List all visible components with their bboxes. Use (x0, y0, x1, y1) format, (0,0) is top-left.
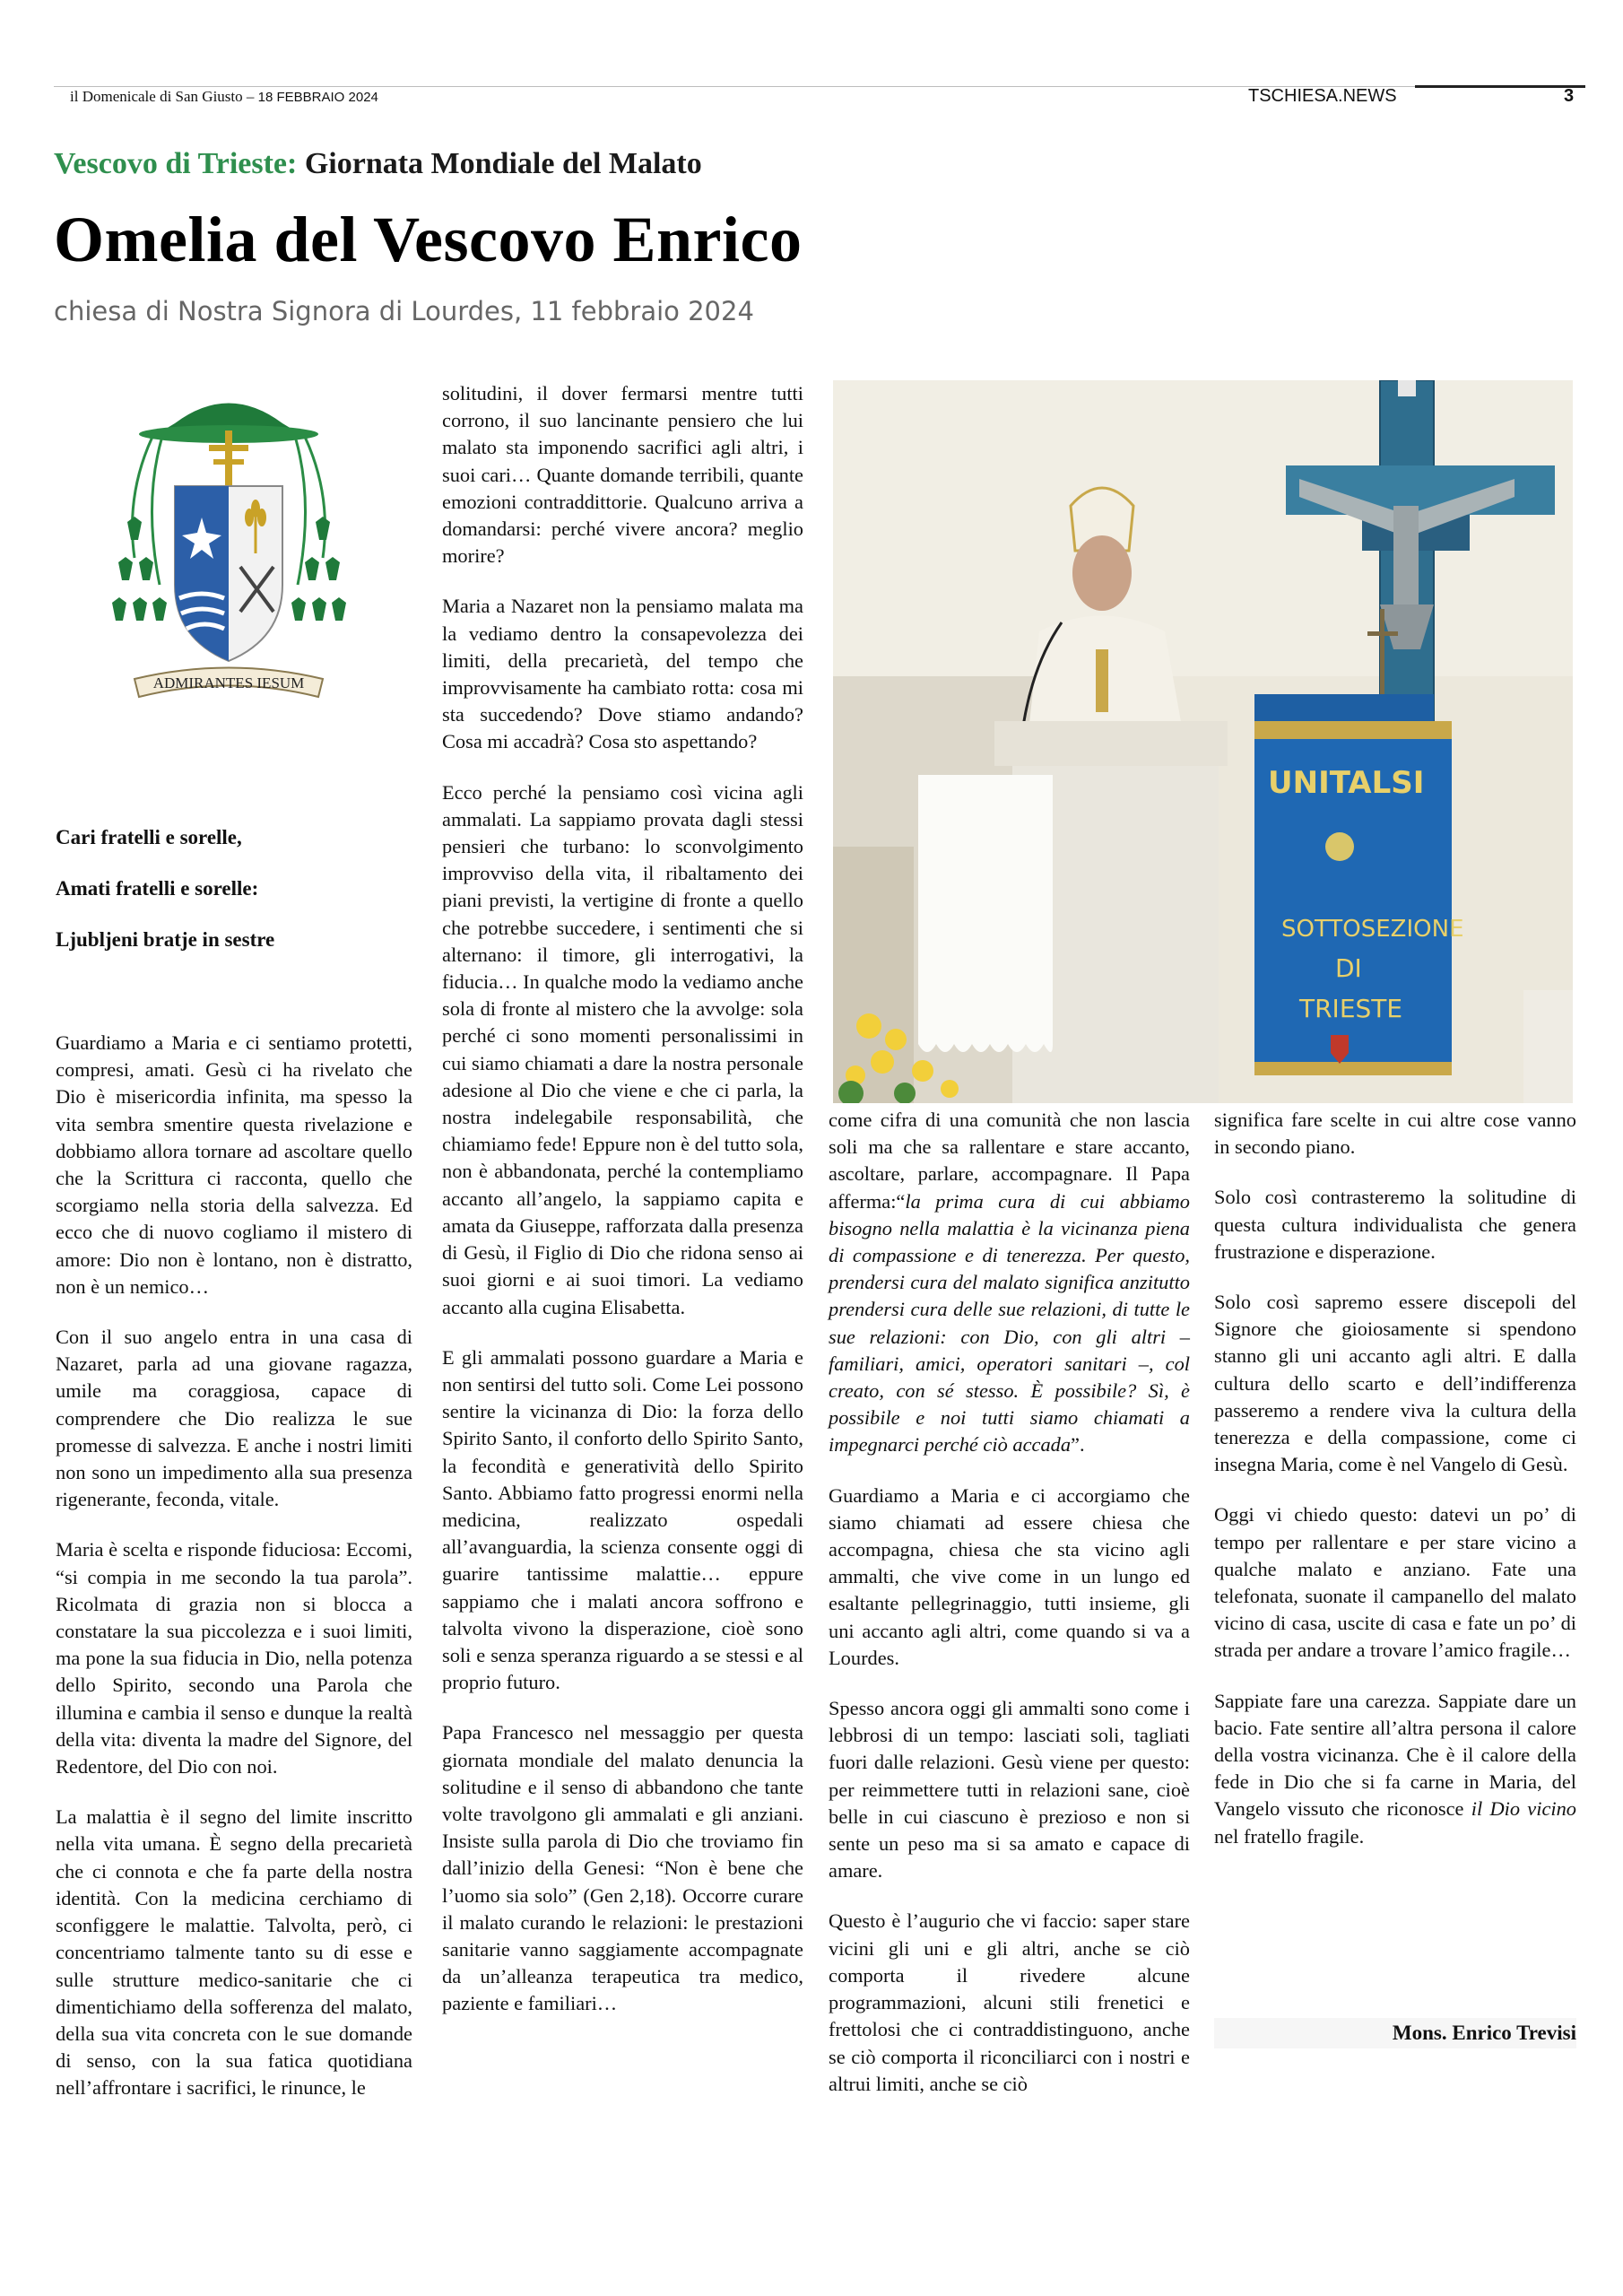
banner-line-1: UNITALSI (1268, 765, 1425, 801)
kicker-topic: Giornata Mondiale del Malato (304, 147, 702, 180)
header-rule-accent (1415, 85, 1585, 88)
paragraph: significa fare scelte in cui altre cose vanno in secondo piano. (1214, 1109, 1576, 1159)
article-column-3 (829, 1107, 1190, 2121)
paragraph: solitudini, il dover fermarsi mentre tutti corrono, il suo lancinante pensiero che lui malato sta imponendo sacrifici agli altri, i suoi cari… Quante domande terribili, quante emozioni contraddittorie. Qualcuno arriva a domandarsi: perché vivere ancora? meglio morire? (442, 382, 803, 568)
motto-text: ADMIRANTES IESUM (152, 674, 305, 691)
page-number: 3 (1564, 86, 1575, 106)
paragraph: Solo così contrasteremo la solitudine di questa cultura individualista che genera frustrazione e disperazione. (1214, 1186, 1576, 1263)
paragraph: Questo è l’augurio che vi faccio: saper stare vicini gli uni e gli altri, anche se ciò comporta il rivedere alcune programmazioni, alcuni stili frenetici e frettolosi che ci contraddistinguono, anche se ciò comporta il riconciliarci con i nostri e altrui limiti, anche se ciò (829, 1909, 1190, 2095)
article-subtitle: chiesa di Nostra Signora di Lourdes, 11 febbraio 2024 (54, 296, 754, 326)
paragraph: Guardiamo a Maria e ci accorgiamo che siamo chiamati ad essere chiesa che accompagna, chiesa che sta vicino agli ammalti, che vive come in un lungo ed esaltante pellegrinaggio, tutti insieme, gli uni accanto agli altri, come quando si va a Lourdes. (829, 1483, 1190, 1669)
publication-name: il Domenicale di San Giusto – 18 FEBBRAIO 2024 (70, 88, 378, 105)
bishop-coat-of-arms-icon (90, 387, 368, 719)
paragraph: come cifra di una comunità che non lascia soli ma che sa rallentare e stare accanto, ascoltare, parlare, accompagnare. Il Papa afferma:“la prima cura di cui abbiamo bisogno nella malattia è la vicinanza piena di compassione e di tenerezza. Per questo, prendersi cura del malato significa anzitutto prendersi cura delle sue relazioni, di tutte le sue relazioni: con Dio, con gli altri – familiari, amici, operatori sanitari –, col creato, con sé stesso. È possibile? Sì, è possibile e noi tutti siamo chiamati a impegnarci perché ciò accada”. (829, 1109, 1190, 1457)
banner-line-2: SOTTOSEZIONE (1281, 916, 1464, 943)
paragraph: Maria è scelta e risponde fiduciosa: Eccomi, “si compia in me secondo la tua parola”. Ricolmata di grazia non si blocca a constatare la sua piccolezza e i suoi limiti, ma pone la sua fiducia in Dio, nella potenza dello Spirito, secondo una Parola che illumina e cambia il senso e dunque la realtà della vita: diventa la madre del Signore, del Redentore, del Dio con noi. (56, 1538, 412, 1779)
paragraph: Con il suo angelo entra in una casa di Nazaret, parla ad una giovane ragazza, umile ma coraggiosa, capace di comprendere che Dio realizza le sue promesse di salvezza. E anche i nostri limiti non sono un impedimento alla sua presenza rigenerante, feconda, vitale. (56, 1326, 412, 1511)
paragraph: E gli ammalati possono guardare a Maria e non sentirsi del tutto soli. Come Lei possono sentire la vicinanza di Dio: la forza dello Spirito Santo, il conforto dello Spirito Santo, la fecondità e generatività dello Spirito Santo. Abbiamo fatto progressi enormi nella medicina, realizzato ospedali all’avanguardia, la scienza consente oggi di guarire tantissime malattie… eppure sappiamo che i malati ancora soffrono e talvolta vivono la disperazione, cioè sono soli e senza speranza riguardo a se stessi e al proprio futuro. (442, 1345, 803, 1694)
article-column-1 (56, 1030, 412, 2126)
papal-quote: la prima cura di cui abbiamo bisogno nella malattia è la vicinanza piena di compassione e di tenerezza. Per questo, prendersi cura del malato significa anzitutto prendersi cura delle sue relazioni, di tutte le sue relazioni: con Dio, con gli altri – familiari, amici, operatori sanitari –, col creato, con sé stesso. È possibile? Sì, è possibile e noi tutti siamo chiamati a impegnarci perché ciò accada (829, 1189, 1190, 1457)
site-name[interactable]: TSCHIESA.NEWS (1248, 86, 1397, 106)
paragraph: Sappiate fare una carezza. Sappiate dare un bacio. Fate sentire all’altra persona il calore della vostra vicinanza. Che è il calore della fede in Dio che si fa carne in Maria, del Vangelo vissuto che riconosce il Dio vicino nel fratello fragile. (1214, 1689, 1576, 1848)
article-kicker (54, 147, 702, 181)
banner-line-4: TRIESTE (1299, 994, 1403, 1023)
salutation-3: Ljubljeni bratje in sestre (56, 928, 275, 951)
paragraph: Spesso ancora oggi gli ammalti sono come i lebbrosi di un tempo: lasciati soli, tagliati fuori dalle relazioni. Gesù viene per questo: per reimmettere tutti in relazioni sane, cioè belle in cui ciascuno è prezioso e non si sente un peso ma si sa amato e capace di amare. (829, 1697, 1190, 1883)
paragraph: Guardiamo a Maria e ci sentiamo protetti, compresi, amati. Gesù ci ha rivelato che Dio è misericordia infinita, ma spesso la vita sembra smentire questa rivelazione e dobbiamo allora tornare ad ascoltare quello che la Scrittura ci racconta, quello che scorgiamo nella storia della salvezza. Ed ecco che di nuovo cogliamo il mistero di amore: Dio non è lontano, non è distratto, non è un nemico… (56, 1031, 412, 1298)
paragraph: Ecco perché la pensiamo così vicina agli ammalati. La sappiamo provata dagli stessi pensieri che turbano: lo sconvolgimento improvviso della vita, il ribaltamento dei piani previsti, la vertigine di fronte a quello che potrebbe succedere, i sentimenti che si alternano: il timore, gli interrogativi, la fiducia… In qualche modo la vediamo anche sola di fronte al mistero che la avvolge: sola perché ci sono momenti personalissimi in cui siamo chiamati a dare la nostra personale adesione al Dio che viene e che ci parla, la nostra indelegabile responsabilità, che chiamiamo fede! Eppure non è del tutto sola, non è abbandonata, perché la contempliamo accanto all’angelo, la sappiamo capita e amata da Giuseppe, rafforzata dalla presenza di Gesù, il Figlio di Dio che ridona senso ai suoi giorni e ai suoi timori. La vediamo accanto alla cugina Elisabetta. (442, 780, 803, 1318)
banner-line-3: DI (1335, 953, 1362, 983)
paragraph: Solo così sapremo essere discepoli del Signore che gioiosamente si spendono stanno gli uni accanto agli altri. E dalla cultura dello scarto e dell’indifferenza passeremo a rendere viva la cultura della tenerezza e della compassione, come ci insegna Maria, come è nel Vangelo di Gesù. (1214, 1291, 1576, 1476)
article-title: Omelia del Vescovo Enrico (54, 204, 803, 275)
kicker-section: Vescovo di Trieste: (54, 147, 298, 180)
article-column-4 (1214, 1107, 1576, 1874)
paragraph: Oggi vi chiedo questo: datevi un po’ di tempo per rallentare e per stare vicino a qualche malato e anziano. Fate una telefonata, suonate il campanello del malato vicino di casa, uscite di casa e fate un po’ di strada per andare a trovare l’amico fragile… (1214, 1503, 1576, 1662)
paragraph: La malattia è il segno del limite inscritto nella vita umana. È segno della precarietà che ci connota e che fa parte della nostra identità. Con la medicina cerchiamo di sconfiggere le malattie. Talvolta, però, ci concentriamo talmente tanto su di esse e sulle strutture medico-sanitarie che ci dimentichiamo della sofferenza del malato, della sua vita concreta con le sue domande di senso, con la sua fatica quotidiana nell’affrontare i sacrifici, le rinunce, le (56, 1805, 412, 2100)
article-column-2 (442, 380, 803, 2041)
issue-date: 18 FEBBRAIO 2024 (257, 90, 378, 105)
bishop-homily-photo (833, 380, 1573, 1103)
salutation-1: Cari fratelli e sorelle, (56, 826, 242, 848)
paragraph: Papa Francesco nel messaggio per questa giornata mondiale del malato denuncia la solitudine e il senso di abbandono che tante volte travolgono gli ammalati e gli anziani. Insiste sulla parola di Dio che troviamo fin dall’inizio della Genesi: “Non è bene che l’uomo sia solo” (Gen 2,18). Occorre curare il malato curando le relazioni: le prestazioni sanitarie vanno saggiamente accompagnate da un’alleanza terapeutica tra medico, paziente e familiari… (442, 1721, 803, 2015)
paragraph: Maria a Nazaret non la pensiamo malata ma la vediamo dentro la consapevolezza dei limiti, della precarietà, del tempo che improvvisamente ha cambiato rotta: cosa mi sta succedendo? Dove stiamo andando? Cosa mi accadrà? Cosa sto aspettando? (442, 595, 803, 753)
salutation-2: Amati fratelli e sorelle: (56, 877, 259, 900)
emphasis: il Dio vicino (1471, 1797, 1576, 1821)
author-signature: Mons. Enrico Trevisi (1214, 2018, 1576, 2048)
